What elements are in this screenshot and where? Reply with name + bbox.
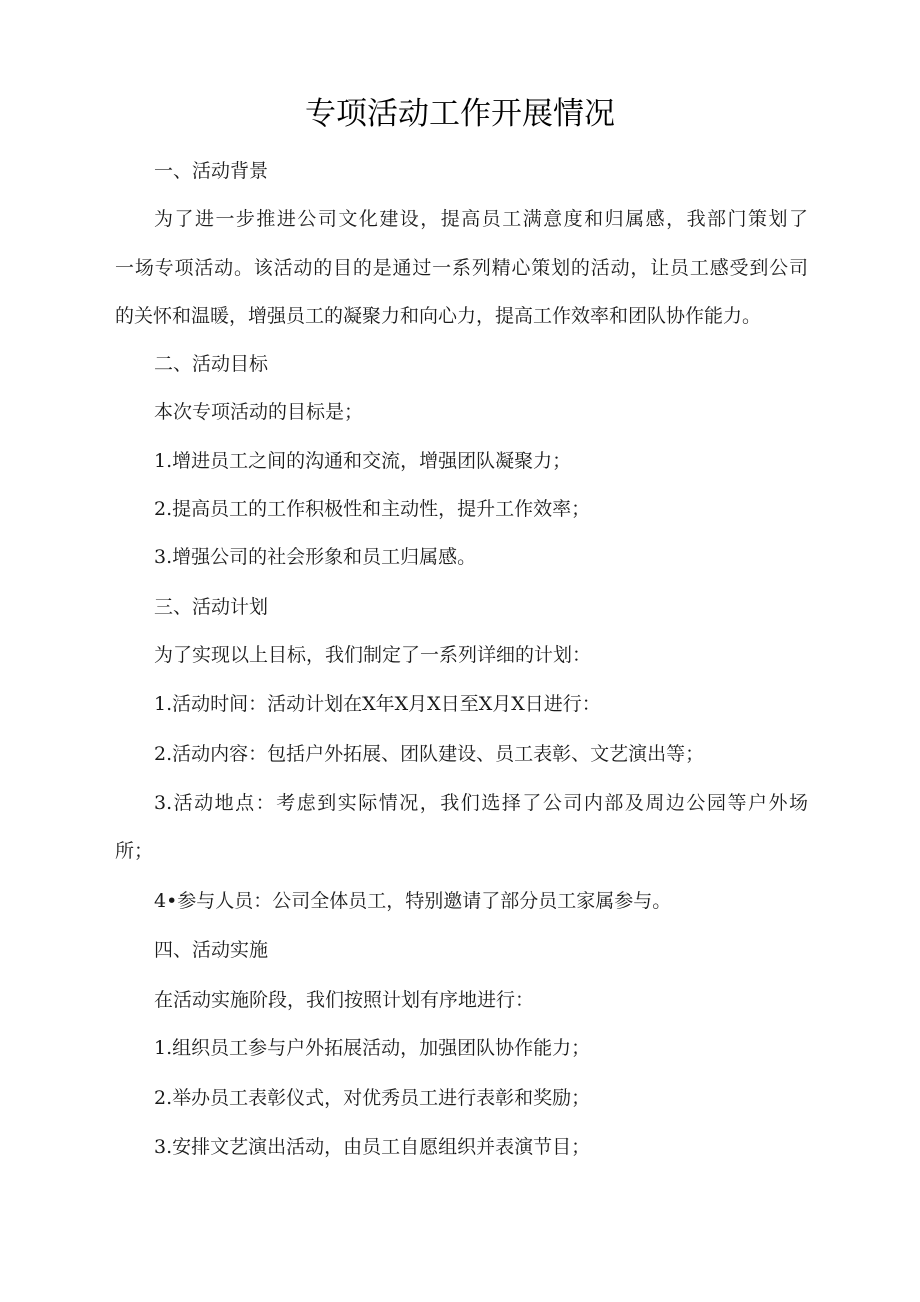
section-heading-background: 一、活动背景 xyxy=(154,160,269,182)
list-item: 2.活动内容：包括户外拓展、团队建设、员工表彰、文艺演出等； xyxy=(154,743,705,765)
document-title: 专项活动工作开展情况 xyxy=(305,96,615,132)
list-item: 3.活动地点：考虑到实际情况，我们选择了公司内部及周边公园等户外场 xyxy=(154,792,808,814)
list-item-continuation: 所； xyxy=(115,840,154,862)
paragraph-line: 的关怀和温暖，增强员工的凝聚力和向心力，提高工作效率和团队协作能力。 xyxy=(115,305,762,327)
list-item: 3.增强公司的社会形象和员工归属感。 xyxy=(154,546,477,568)
list-item: 2.提高员工的工作积极性和主动性，提升工作效率； xyxy=(154,498,591,520)
section-intro: 为了实现以上目标，我们制定了一系列详细的计划： xyxy=(154,644,592,666)
section-intro: 在活动实施阶段，我们按照计划有序地进行： xyxy=(154,989,535,1011)
list-item: 1.组织员工参与户外拓展活动，加强团队协作能力； xyxy=(154,1037,591,1059)
list-item: 2.举办员工表彰仪式，对优秀员工进行表彰和奖励； xyxy=(154,1087,591,1109)
list-item: 1.增进员工之间的沟通和交流，增强团队凝聚力； xyxy=(154,450,572,472)
paragraph-line: 一场专项活动。该活动的目的是通过一系列精心策划的活动，让员工感受到公司 xyxy=(115,257,808,279)
section-heading-implementation: 四、活动实施 xyxy=(154,939,269,961)
paragraph-line: 为了进一步推进公司文化建设，提高员工满意度和归属感，我部门策划了 xyxy=(154,208,808,230)
section-heading-plan: 三、活动计划 xyxy=(154,596,269,618)
section-intro: 本次专项活动的目标是； xyxy=(154,401,364,423)
list-item: 1.活动时间：活动计划在X年X月X日至X月X日进行： xyxy=(154,693,601,715)
list-item: 3.安排文艺演出活动，由员工自愿组织并表演节目； xyxy=(154,1136,591,1158)
list-item: 4•参与人员：公司全体员工，特别邀请了部分员工家属参与。 xyxy=(154,890,672,912)
section-heading-goals: 二、活动目标 xyxy=(154,353,269,375)
